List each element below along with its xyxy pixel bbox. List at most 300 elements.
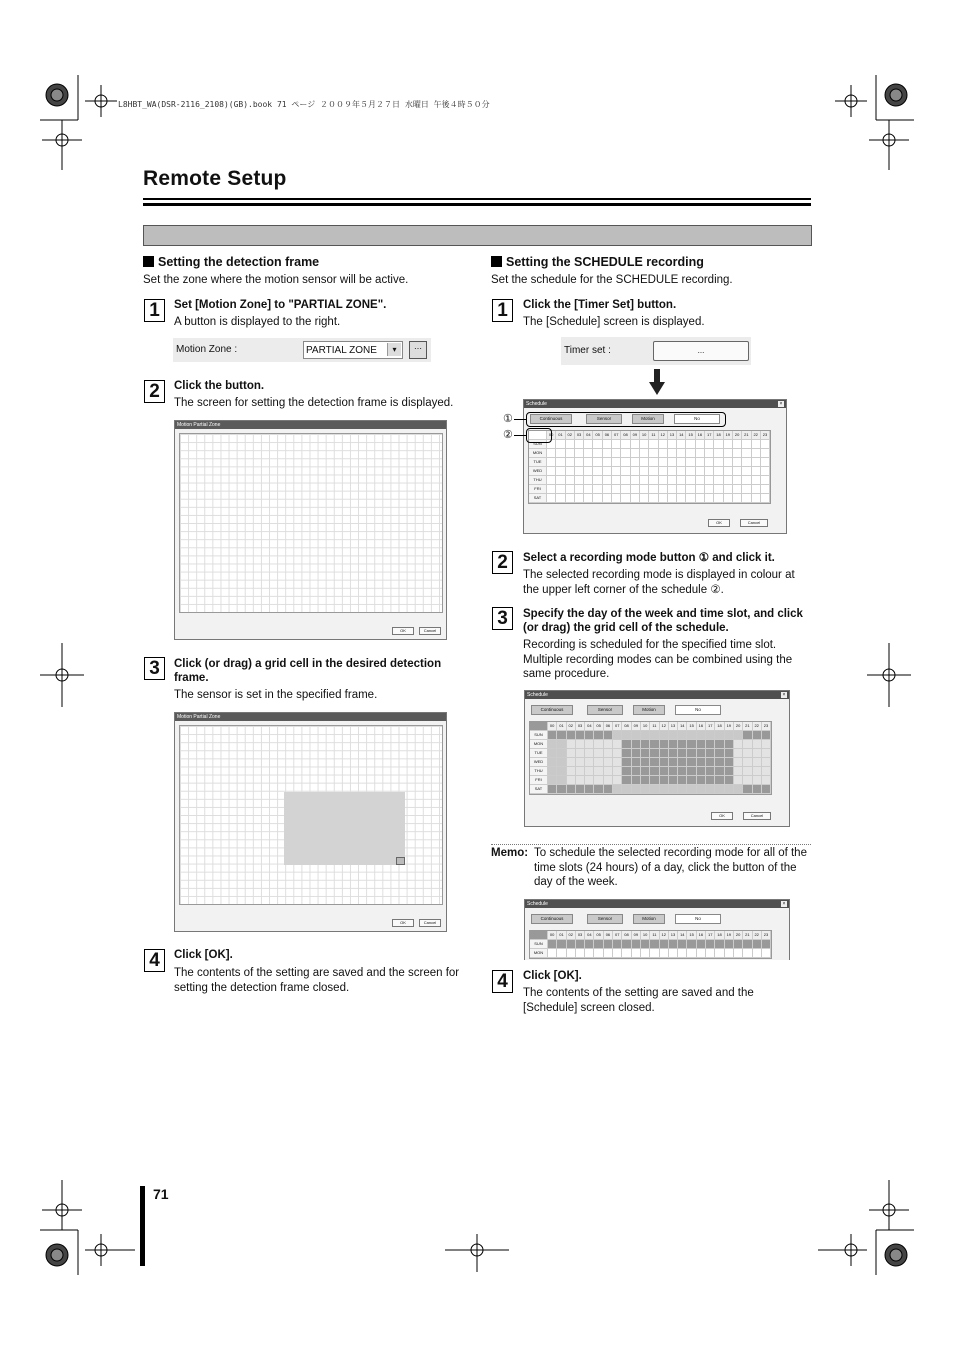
schedule-cell[interactable]	[631, 449, 640, 458]
schedule-cell[interactable]	[566, 485, 575, 494]
schedule-cell[interactable]	[706, 949, 715, 958]
schedule-cell[interactable]	[742, 476, 751, 485]
schedule-cell[interactable]	[603, 458, 612, 467]
schedule-cell[interactable]	[575, 458, 584, 467]
schedule-cell[interactable]	[593, 476, 602, 485]
schedule-cell[interactable]	[575, 476, 584, 485]
schedule-cell[interactable]	[725, 740, 734, 749]
cancel-button[interactable]: Cancel	[740, 519, 768, 527]
schedule-cell[interactable]	[705, 458, 714, 467]
schedule-cell[interactable]	[613, 740, 622, 749]
schedule-cell[interactable]	[668, 467, 677, 476]
schedule-cell[interactable]	[594, 749, 603, 758]
schedule-cell[interactable]	[612, 440, 621, 449]
schedule-cell[interactable]	[621, 440, 630, 449]
schedule-cell[interactable]	[548, 758, 557, 767]
schedule-cell[interactable]	[669, 785, 678, 794]
schedule-cell[interactable]	[622, 740, 631, 749]
schedule-cell[interactable]	[761, 476, 770, 485]
schedule-cell[interactable]	[640, 485, 649, 494]
schedule-cell[interactable]	[715, 785, 724, 794]
schedule-cell[interactable]	[593, 485, 602, 494]
mode-button-no[interactable]: No	[674, 414, 720, 424]
schedule-cell[interactable]	[669, 758, 678, 767]
schedule-cell[interactable]	[640, 440, 649, 449]
schedule-cell[interactable]	[557, 776, 566, 785]
schedule-cell[interactable]	[576, 758, 585, 767]
schedule-cell[interactable]	[734, 785, 743, 794]
schedule-cell[interactable]	[632, 940, 641, 949]
schedule-cell[interactable]	[668, 440, 677, 449]
schedule-cell[interactable]	[715, 731, 724, 740]
schedule-cell[interactable]	[650, 740, 659, 749]
schedule-cell[interactable]	[660, 776, 669, 785]
schedule-cell[interactable]	[594, 740, 603, 749]
schedule-cell[interactable]	[686, 458, 695, 467]
schedule-cell[interactable]	[660, 758, 669, 767]
close-icon[interactable]: ×	[779, 401, 783, 407]
schedule-cell[interactable]	[724, 476, 733, 485]
schedule-cell[interactable]	[706, 767, 715, 776]
schedule-cell[interactable]	[621, 494, 630, 503]
schedule-cell[interactable]	[762, 767, 771, 776]
schedule-cell[interactable]	[547, 494, 556, 503]
schedule-cell[interactable]	[705, 476, 714, 485]
schedule-cell[interactable]	[585, 731, 594, 740]
schedule-cell[interactable]	[742, 440, 751, 449]
day-button-sun[interactable]: SUN	[530, 731, 548, 740]
schedule-cell[interactable]	[584, 458, 593, 467]
schedule-cell[interactable]	[697, 749, 706, 758]
schedule-cell[interactable]	[547, 476, 556, 485]
schedule-cell[interactable]	[761, 449, 770, 458]
schedule-cell[interactable]	[585, 740, 594, 749]
schedule-cell[interactable]	[650, 940, 659, 949]
schedule-cell[interactable]	[612, 467, 621, 476]
day-button-thu[interactable]: THU	[530, 767, 548, 776]
schedule-cell[interactable]	[677, 467, 686, 476]
schedule-cell[interactable]	[678, 767, 687, 776]
schedule-cell[interactable]	[733, 476, 742, 485]
day-button-mon[interactable]: MON	[530, 949, 548, 958]
schedule-cell[interactable]	[604, 758, 613, 767]
schedule-cell[interactable]	[567, 749, 576, 758]
mode-button-motion[interactable]: Motion	[633, 914, 665, 924]
schedule-cell[interactable]	[632, 731, 641, 740]
schedule-cell[interactable]	[585, 767, 594, 776]
schedule-cell[interactable]	[640, 449, 649, 458]
schedule-cell[interactable]	[714, 494, 723, 503]
schedule-cell[interactable]	[613, 758, 622, 767]
schedule-cell[interactable]	[742, 458, 751, 467]
schedule-cell[interactable]	[641, 758, 650, 767]
schedule-cell[interactable]	[724, 440, 733, 449]
schedule-cell[interactable]	[687, 785, 696, 794]
schedule-cell[interactable]	[632, 776, 641, 785]
schedule-cell[interactable]	[714, 485, 723, 494]
schedule-cell[interactable]	[604, 767, 613, 776]
schedule-cell[interactable]	[705, 494, 714, 503]
schedule-cell[interactable]	[677, 485, 686, 494]
schedule-cell[interactable]	[641, 767, 650, 776]
schedule-cell[interactable]	[762, 749, 771, 758]
schedule-cell[interactable]	[622, 940, 631, 949]
schedule-cell[interactable]	[613, 749, 622, 758]
schedule-cell[interactable]	[762, 940, 771, 949]
schedule-cell[interactable]	[743, 785, 752, 794]
schedule-cell[interactable]	[742, 485, 751, 494]
mode-button-no[interactable]: No	[675, 914, 721, 924]
schedule-cell[interactable]	[613, 785, 622, 794]
schedule-cell[interactable]	[548, 776, 557, 785]
schedule-cell[interactable]	[697, 949, 706, 958]
schedule-cell[interactable]	[715, 758, 724, 767]
schedule-cell[interactable]	[706, 731, 715, 740]
schedule-cell[interactable]	[567, 758, 576, 767]
schedule-cell[interactable]	[715, 767, 724, 776]
schedule-cell[interactable]	[733, 458, 742, 467]
mode-button-no[interactable]: No	[675, 705, 721, 715]
schedule-cell[interactable]	[686, 476, 695, 485]
schedule-cell[interactable]	[641, 776, 650, 785]
schedule-cell[interactable]	[566, 458, 575, 467]
schedule-cell[interactable]	[687, 758, 696, 767]
schedule-cell[interactable]	[678, 758, 687, 767]
schedule-cell[interactable]	[762, 776, 771, 785]
schedule-cell[interactable]	[612, 458, 621, 467]
schedule-cell[interactable]	[725, 940, 734, 949]
schedule-cell[interactable]	[706, 785, 715, 794]
schedule-cell[interactable]	[697, 940, 706, 949]
schedule-cell[interactable]	[715, 940, 724, 949]
mode-button-motion[interactable]: Motion	[632, 414, 664, 424]
day-button-wed[interactable]: WED	[530, 758, 548, 767]
schedule-cell[interactable]	[556, 467, 565, 476]
schedule-cell[interactable]	[678, 740, 687, 749]
mode-button-sensor[interactable]: Sensor	[587, 705, 623, 715]
schedule-cell[interactable]	[593, 467, 602, 476]
schedule-cell[interactable]	[649, 494, 658, 503]
schedule-cell[interactable]	[641, 740, 650, 749]
schedule-cell[interactable]	[621, 458, 630, 467]
schedule-cell[interactable]	[668, 485, 677, 494]
schedule-cell[interactable]	[631, 485, 640, 494]
schedule-cell[interactable]	[762, 731, 771, 740]
schedule-cell[interactable]	[584, 494, 593, 503]
schedule-cell[interactable]	[584, 485, 593, 494]
schedule-cell[interactable]	[593, 440, 602, 449]
day-button-mon[interactable]: MON	[530, 740, 548, 749]
day-button-sat[interactable]: SAT	[529, 494, 547, 503]
schedule-cell[interactable]	[649, 440, 658, 449]
schedule-cell[interactable]	[603, 449, 612, 458]
schedule-cell[interactable]	[715, 749, 724, 758]
schedule-cell[interactable]	[668, 494, 677, 503]
schedule-cell[interactable]	[585, 749, 594, 758]
schedule-cell[interactable]	[556, 476, 565, 485]
schedule-cell[interactable]	[724, 467, 733, 476]
schedule-cell[interactable]	[593, 494, 602, 503]
schedule-cell[interactable]	[762, 758, 771, 767]
schedule-cell[interactable]	[632, 949, 641, 958]
schedule-cell[interactable]	[706, 758, 715, 767]
schedule-cell[interactable]	[557, 767, 566, 776]
ok-button[interactable]: OK	[392, 919, 414, 927]
schedule-cell[interactable]	[649, 467, 658, 476]
ok-button[interactable]: OK	[708, 519, 730, 527]
schedule-cell[interactable]	[621, 485, 630, 494]
day-button-fri[interactable]: FRI	[529, 485, 547, 494]
schedule-cell[interactable]	[706, 940, 715, 949]
schedule-cell[interactable]	[678, 949, 687, 958]
day-button-fri[interactable]: FRI	[530, 776, 548, 785]
mode-button-continuous[interactable]: Continuous	[531, 914, 573, 924]
schedule-cell[interactable]	[687, 949, 696, 958]
schedule-cell[interactable]	[761, 467, 770, 476]
schedule-cell[interactable]	[584, 467, 593, 476]
schedule-cell[interactable]	[556, 485, 565, 494]
schedule-cell[interactable]	[650, 776, 659, 785]
schedule-cell[interactable]	[686, 449, 695, 458]
schedule-cell[interactable]	[649, 458, 658, 467]
schedule-cell[interactable]	[733, 494, 742, 503]
schedule-cell[interactable]	[567, 785, 576, 794]
schedule-cell[interactable]	[557, 785, 566, 794]
schedule-cell[interactable]	[660, 731, 669, 740]
schedule-cell[interactable]	[743, 949, 752, 958]
schedule-cell[interactable]	[594, 940, 603, 949]
schedule-cell[interactable]	[566, 476, 575, 485]
schedule-cell[interactable]	[742, 449, 751, 458]
schedule-cell[interactable]	[734, 940, 743, 949]
schedule-cell[interactable]	[557, 758, 566, 767]
schedule-cell[interactable]	[557, 949, 566, 958]
schedule-cell[interactable]	[743, 767, 752, 776]
schedule-cell[interactable]	[743, 731, 752, 740]
schedule-cell[interactable]	[604, 785, 613, 794]
schedule-grid[interactable]	[529, 930, 772, 959]
schedule-cell[interactable]	[669, 749, 678, 758]
schedule-cell[interactable]	[725, 785, 734, 794]
schedule-cell[interactable]	[585, 940, 594, 949]
schedule-cell[interactable]	[669, 949, 678, 958]
schedule-cell[interactable]	[705, 449, 714, 458]
zone-edit-button[interactable]: ⋯	[409, 341, 427, 359]
schedule-cell[interactable]	[604, 776, 613, 785]
schedule-cell[interactable]	[752, 449, 761, 458]
schedule-cell[interactable]	[669, 740, 678, 749]
schedule-cell[interactable]	[640, 494, 649, 503]
zone-grid[interactable]	[179, 725, 443, 905]
schedule-cell[interactable]	[752, 440, 761, 449]
schedule-cell[interactable]	[752, 494, 761, 503]
schedule-cell[interactable]	[594, 776, 603, 785]
schedule-cell[interactable]	[548, 949, 557, 958]
schedule-cell[interactable]	[604, 949, 613, 958]
schedule-cell[interactable]	[566, 467, 575, 476]
schedule-cell[interactable]	[725, 949, 734, 958]
schedule-cell[interactable]	[659, 494, 668, 503]
schedule-cell[interactable]	[547, 458, 556, 467]
schedule-cell[interactable]	[593, 449, 602, 458]
schedule-cell[interactable]	[668, 458, 677, 467]
schedule-cell[interactable]	[687, 940, 696, 949]
schedule-cell[interactable]	[584, 440, 593, 449]
mode-button-sensor[interactable]: Sensor	[586, 414, 622, 424]
schedule-cell[interactable]	[687, 740, 696, 749]
zone-grid[interactable]	[179, 433, 443, 613]
mode-button-motion[interactable]: Motion	[633, 705, 665, 715]
schedule-cell[interactable]	[604, 731, 613, 740]
schedule-cell[interactable]	[696, 440, 705, 449]
schedule-cell[interactable]	[603, 494, 612, 503]
schedule-cell[interactable]	[752, 458, 761, 467]
schedule-cell[interactable]	[594, 949, 603, 958]
schedule-cell[interactable]	[696, 494, 705, 503]
schedule-cell[interactable]	[576, 749, 585, 758]
schedule-cell[interactable]	[660, 749, 669, 758]
cancel-button[interactable]: Cancel	[419, 627, 441, 635]
schedule-cell[interactable]	[686, 467, 695, 476]
schedule-cell[interactable]	[632, 749, 641, 758]
schedule-cell[interactable]	[547, 467, 556, 476]
schedule-cell[interactable]	[677, 476, 686, 485]
schedule-cell[interactable]	[659, 485, 668, 494]
schedule-cell[interactable]	[585, 758, 594, 767]
schedule-cell[interactable]	[686, 494, 695, 503]
schedule-cell[interactable]	[650, 949, 659, 958]
schedule-cell[interactable]	[641, 940, 650, 949]
schedule-cell[interactable]	[734, 949, 743, 958]
schedule-cell[interactable]	[622, 731, 631, 740]
schedule-cell[interactable]	[668, 449, 677, 458]
schedule-cell[interactable]	[576, 776, 585, 785]
schedule-cell[interactable]	[575, 485, 584, 494]
schedule-cell[interactable]	[548, 749, 557, 758]
schedule-cell[interactable]	[743, 758, 752, 767]
schedule-cell[interactable]	[725, 758, 734, 767]
schedule-cell[interactable]	[650, 731, 659, 740]
cancel-button[interactable]: Cancel	[419, 919, 441, 927]
schedule-cell[interactable]	[567, 776, 576, 785]
schedule-cell[interactable]	[567, 949, 576, 958]
schedule-cell[interactable]	[669, 776, 678, 785]
schedule-cell[interactable]	[603, 467, 612, 476]
schedule-cell[interactable]	[632, 785, 641, 794]
schedule-cell[interactable]	[725, 767, 734, 776]
schedule-cell[interactable]	[556, 449, 565, 458]
schedule-cell[interactable]	[714, 458, 723, 467]
schedule-cell[interactable]	[715, 776, 724, 785]
schedule-cell[interactable]	[556, 440, 565, 449]
schedule-cell[interactable]	[567, 731, 576, 740]
schedule-cell[interactable]	[593, 458, 602, 467]
schedule-cell[interactable]	[548, 767, 557, 776]
schedule-cell[interactable]	[697, 731, 706, 740]
schedule-cell[interactable]	[660, 767, 669, 776]
schedule-cell[interactable]	[742, 494, 751, 503]
schedule-cell[interactable]	[705, 440, 714, 449]
schedule-cell[interactable]	[697, 767, 706, 776]
schedule-cell[interactable]	[632, 740, 641, 749]
schedule-cell[interactable]	[753, 776, 762, 785]
schedule-cell[interactable]	[753, 785, 762, 794]
schedule-cell[interactable]	[660, 940, 669, 949]
schedule-cell[interactable]	[687, 767, 696, 776]
schedule-cell[interactable]	[604, 740, 613, 749]
schedule-cell[interactable]	[547, 485, 556, 494]
schedule-cell[interactable]	[733, 449, 742, 458]
schedule-cell[interactable]	[557, 940, 566, 949]
schedule-cell[interactable]	[733, 440, 742, 449]
schedule-cell[interactable]	[576, 731, 585, 740]
schedule-cell[interactable]	[613, 767, 622, 776]
schedule-cell[interactable]	[714, 476, 723, 485]
schedule-cell[interactable]	[677, 458, 686, 467]
day-button-sun[interactable]: SUN	[529, 440, 547, 449]
schedule-cell[interactable]	[585, 776, 594, 785]
schedule-cell[interactable]	[725, 749, 734, 758]
schedule-cell[interactable]	[585, 785, 594, 794]
schedule-cell[interactable]	[696, 467, 705, 476]
day-button-thu[interactable]: THU	[529, 476, 547, 485]
schedule-cell[interactable]	[621, 467, 630, 476]
schedule-cell[interactable]	[752, 476, 761, 485]
schedule-cell[interactable]	[594, 785, 603, 794]
schedule-cell[interactable]	[659, 467, 668, 476]
schedule-cell[interactable]	[734, 740, 743, 749]
schedule-cell[interactable]	[640, 458, 649, 467]
mode-button-continuous[interactable]: Continuous	[531, 705, 573, 715]
schedule-cell[interactable]	[753, 949, 762, 958]
ok-button[interactable]: OK	[711, 812, 733, 820]
schedule-cell[interactable]	[622, 767, 631, 776]
schedule-cell[interactable]	[677, 449, 686, 458]
schedule-cell[interactable]	[575, 467, 584, 476]
schedule-cell[interactable]	[613, 940, 622, 949]
schedule-cell[interactable]	[622, 776, 631, 785]
schedule-grid[interactable]	[529, 721, 772, 795]
schedule-cell[interactable]	[640, 476, 649, 485]
schedule-cell[interactable]	[649, 449, 658, 458]
schedule-cell[interactable]	[697, 758, 706, 767]
schedule-cell[interactable]	[705, 485, 714, 494]
schedule-cell[interactable]	[753, 940, 762, 949]
schedule-cell[interactable]	[641, 949, 650, 958]
schedule-cell[interactable]	[678, 940, 687, 949]
schedule-cell[interactable]	[743, 776, 752, 785]
schedule-cell[interactable]	[566, 494, 575, 503]
resize-handle[interactable]	[396, 857, 405, 865]
schedule-cell[interactable]	[548, 785, 557, 794]
schedule-cell[interactable]	[622, 949, 631, 958]
schedule-cell[interactable]	[631, 494, 640, 503]
day-button-wed[interactable]: WED	[529, 467, 547, 476]
schedule-cell[interactable]	[752, 467, 761, 476]
schedule-cell[interactable]	[603, 440, 612, 449]
schedule-cell[interactable]	[714, 440, 723, 449]
day-button-mon[interactable]: MON	[529, 449, 547, 458]
close-icon[interactable]: ×	[782, 901, 786, 907]
schedule-cell[interactable]	[557, 731, 566, 740]
schedule-cell[interactable]	[613, 949, 622, 958]
schedule-cell[interactable]	[632, 767, 641, 776]
schedule-cell[interactable]	[668, 476, 677, 485]
schedule-cell[interactable]	[715, 949, 724, 958]
schedule-cell[interactable]	[724, 485, 733, 494]
schedule-cell[interactable]	[640, 467, 649, 476]
schedule-cell[interactable]	[725, 776, 734, 785]
